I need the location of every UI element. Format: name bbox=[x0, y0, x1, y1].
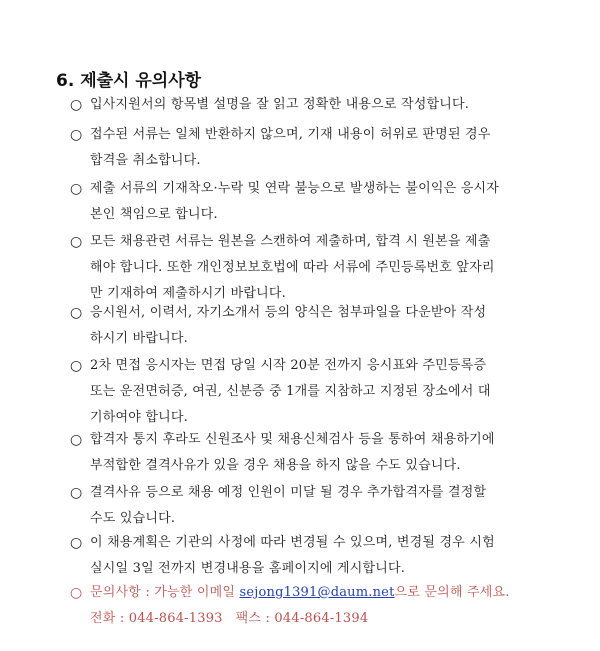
notice-line: 실시일 3일 전까지 변경내용을 홈페이지에 게시합니다. bbox=[90, 561, 406, 576]
section-heading: 6. 제출시 유의사항 bbox=[56, 71, 202, 91]
notice-line: 제출 서류의 기재착오·누락 및 연락 불능으로 발생하는 불이익은 응시자 bbox=[90, 181, 499, 196]
notice-line: 하시기 바랍니다. bbox=[90, 331, 188, 346]
circle-bullet-icon: ○ bbox=[70, 97, 83, 113]
contact-suffix: 으로 문의해 주세요. bbox=[394, 585, 510, 600]
notice-line: 합격자 통지 후라도 신원조사 및 채용신체검사 등을 통하여 채용하기에 bbox=[90, 432, 495, 447]
notice-line: 2차 면접 응시자는 면접 당일 시작 20분 전까지 응시표와 주민등록증 bbox=[90, 358, 487, 373]
notice-line: 또는 운전면허증, 여권, 신분증 중 1개를 지참하고 지정된 장소에서 대 bbox=[90, 384, 491, 399]
notice-line: 응시원서, 이력서, 자기소개서 등의 양식은 첨부파일을 다운받아 작성 bbox=[90, 305, 487, 320]
notice-line: 입사지원서의 항목별 설명을 잘 읽고 정확한 내용으로 작성합니다. bbox=[90, 97, 470, 112]
notice-line: 결격사유 등으로 채용 예정 인원이 미달 될 경우 추가합격자를 결정할 bbox=[90, 485, 487, 500]
circle-bullet-icon: ○ bbox=[70, 585, 83, 601]
notice-line: 만 기재하여 제출하시기 바랍니다. bbox=[90, 286, 286, 301]
circle-bullet-icon: ○ bbox=[70, 485, 83, 501]
notice-line: 부적합한 결격사유가 있을 경우 채용을 하지 않을 수도 있습니다. bbox=[90, 458, 461, 473]
circle-bullet-icon: ○ bbox=[70, 305, 83, 321]
circle-bullet-icon: ○ bbox=[70, 181, 83, 197]
notice-line: 모든 채용관련 서류는 원본을 스캔하여 제출하며, 합격 시 원본을 제출 bbox=[90, 234, 491, 249]
notice-line: 이 채용계획은 기관의 사정에 따라 변경될 수 있으며, 변경될 경우 시험 bbox=[90, 535, 495, 550]
email-link[interactable]: sejong1391@daum.net bbox=[239, 585, 395, 600]
circle-bullet-icon: ○ bbox=[70, 127, 83, 143]
notice-line: 기하여야 합니다. bbox=[90, 410, 188, 425]
contact-prefix: 문의사항 : 가능한 이메일 bbox=[90, 585, 240, 600]
notice-line: 수도 있습니다. bbox=[90, 511, 176, 526]
contact-line bbox=[90, 580, 510, 606]
notice-line: 본인 책임으로 합니다. bbox=[90, 207, 218, 222]
circle-bullet-icon: ○ bbox=[70, 358, 83, 374]
phone-fax-line: 전화 : 044-864-1393 팩스 : 044-864-1394 bbox=[90, 611, 369, 626]
notice-line: 해야 합니다. 또한 개인정보보호법에 따라 서류에 주민등록번호 앞자리 bbox=[90, 260, 495, 275]
notice-line: 합격을 취소합니다. bbox=[90, 153, 201, 168]
circle-bullet-icon: ○ bbox=[70, 432, 83, 448]
notice-line: 접수된 서류는 일체 반환하지 않으며, 기재 내용이 허위로 판명된 경우 bbox=[90, 127, 491, 142]
circle-bullet-icon: ○ bbox=[70, 535, 83, 551]
circle-bullet-icon: ○ bbox=[70, 234, 83, 250]
